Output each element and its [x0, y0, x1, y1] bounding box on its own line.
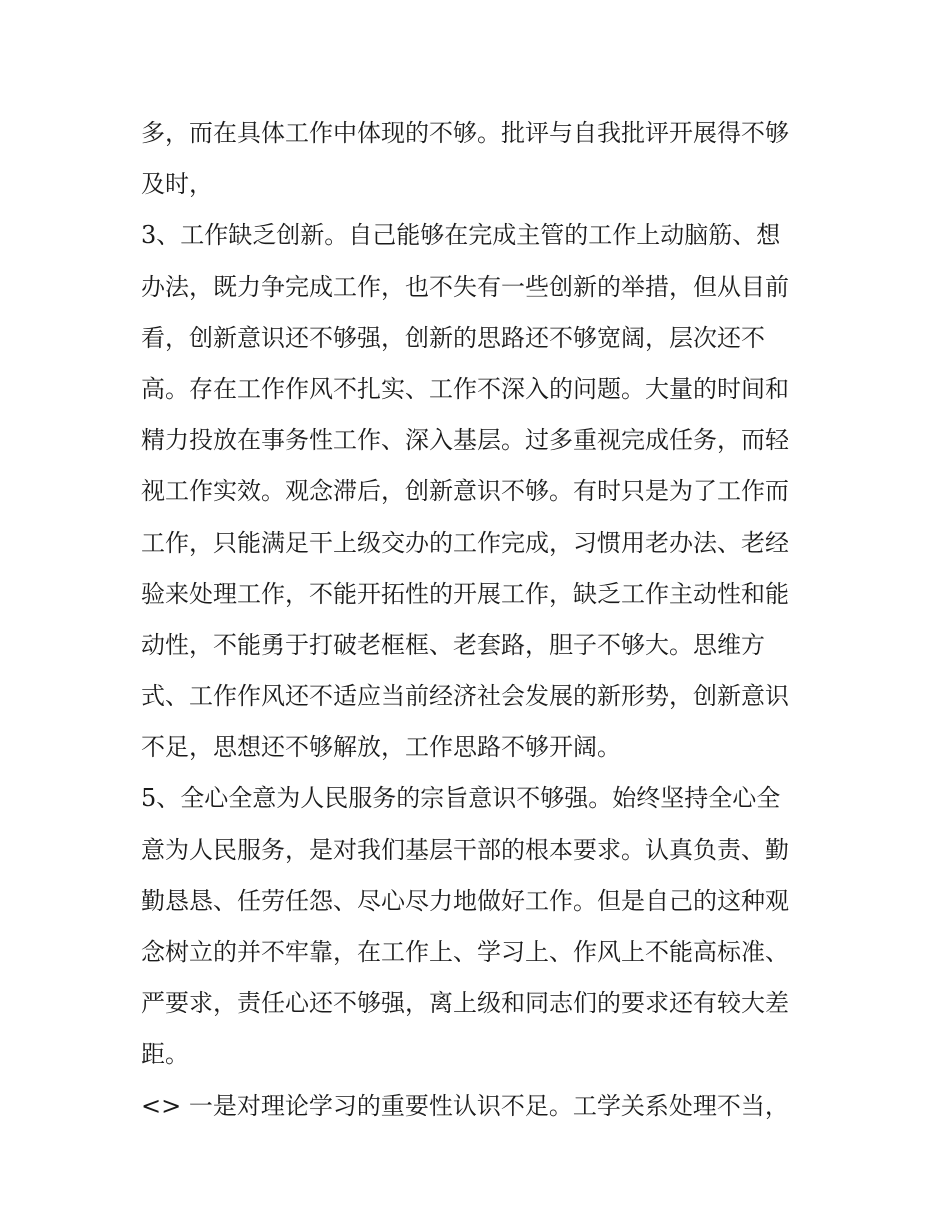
- document-body: [141, 108, 821, 1132]
- text-line: 多，而在具体工作中体现的不够。批评与自我批评开展得不够: [141, 119, 789, 147]
- text-line: 5、全心全意为人民服务的宗旨意识不够强。始终坚持全心全: [141, 784, 781, 813]
- text-line: 看，创新意识还不够强，创新的思路还不够宽阔，层次还不: [141, 323, 765, 352]
- text-line: 距。: [141, 1040, 189, 1069]
- text-line: 严要求，责任心还不够强，离上级和同志们的要求还有较大差: [141, 989, 789, 1018]
- text-line: 不足，思想还不够解放，工作思路不够开阔。: [141, 733, 621, 762]
- text-line: 办法，既力争完成工作，也不失有一些创新的举措，但从目前: [141, 272, 789, 301]
- text-line: 动性，不能勇于打破老框框、老套路，胆子不够大。思维方: [141, 630, 765, 659]
- text-line: 勤恳恳、任劳任怨、尽心尽力地做好工作。但是自己的这种观: [141, 886, 789, 915]
- text-line: 验来处理工作，不能开拓性的开展工作，缺乏工作主动性和能: [141, 579, 789, 608]
- text-line: 念树立的并不牢靠，在工作上、学习上、作风上不能高标准、: [141, 938, 789, 966]
- text-line: <> 一是对理论学习的重要性认识不足。工学关系处理不当，: [141, 1091, 789, 1120]
- text-line: 工作，只能满足干上级交办的工作完成，习惯用老办法、老经: [141, 528, 789, 557]
- text-line: 视工作实效。观念滞后，创新意识不够。有时只是为了工作而: [141, 477, 789, 506]
- text-line: 高。存在工作作风不扎实、工作不深入的问题。大量的时间和: [141, 374, 789, 403]
- text-line: 精力投放在事务性工作、深入基层。过多重视完成任务，而轻: [141, 426, 789, 455]
- text-line: 3、工作缺乏创新。自己能够在完成主管的工作上动脑筋、想: [141, 221, 781, 250]
- text-line: 式、工作作风还不适应当前经济社会发展的新形势，创新意识: [141, 682, 789, 711]
- text-line: 意为人民服务，是对我们基层干部的根本要求。认真负责、勤: [141, 835, 789, 864]
- text-line: 及时，: [141, 170, 213, 199]
